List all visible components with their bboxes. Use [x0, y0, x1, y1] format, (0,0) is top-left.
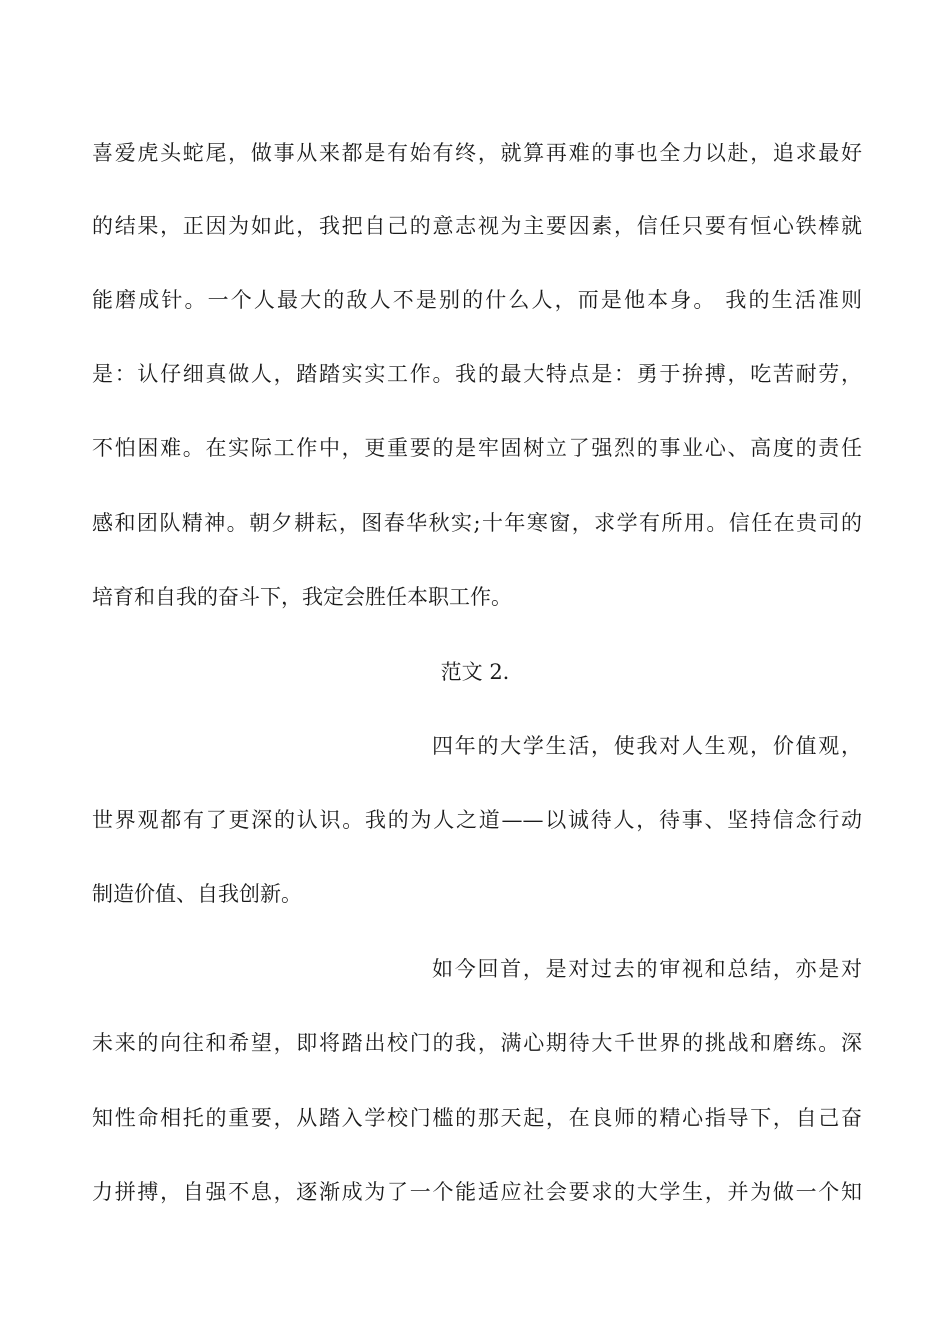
paragraph-3-line-1: 如今回首，是对过去的审视和总结，亦是对 — [432, 957, 862, 981]
paragraph-3-line-2: 未来的向往和希望，即将踏出校门的我，满心期待大千世界的挑战和磨练。深 — [92, 1031, 862, 1055]
paragraph-1-line-5: 不怕困难。在实际工作中，更重要的是牢固树立了强烈的事业心、高度的责任 — [92, 436, 862, 460]
paragraph-1-line-1: 喜爱虎头蛇尾，做事从来都是有始有终，就算再难的事也全力以赴，追求最好 — [92, 141, 862, 165]
paragraph-2-line-3: 制造价值、自我创新。 — [92, 882, 302, 906]
paragraph-1-line-3: 能磨成针。一个人最大的敌人不是别的什么人，而是他本身。 我的生活准则 — [92, 288, 862, 312]
paragraph-3-line-3: 知性命相托的重要，从踏入学校门槛的那天起，在良师的精心指导下，自己奋 — [92, 1106, 862, 1130]
paragraph-1-line-7: 培育和自我的奋斗下，我定会胜任本职工作。 — [92, 585, 512, 609]
paragraph-2-line-2: 世界观都有了更深的认识。我的为人之道——以诚待人，待事、坚持信念行动 — [92, 808, 862, 832]
section-heading: 范文 2. — [440, 660, 510, 684]
paragraph-3-line-4: 力拼搏，自强不息，逐渐成为了一个能适应社会要求的大学生，并为做一个知 — [92, 1180, 862, 1204]
paragraph-2-line-1: 四年的大学生活，使我对人生观，价值观， — [432, 734, 862, 758]
paragraph-1-line-4: 是：认仔细真做人，踏踏实实工作。我的最大特点是：勇于拚搏，吃苦耐劳， — [92, 362, 862, 386]
paragraph-1-line-6: 感和团队精神。朝夕耕耘，图春华秋实;十年寒窗，求学有所用。信任在贵司的 — [92, 511, 862, 535]
paragraph-1-line-2: 的结果，正因为如此，我把自己的意志视为主要因素，信任只要有恒心铁棒就 — [92, 214, 862, 238]
